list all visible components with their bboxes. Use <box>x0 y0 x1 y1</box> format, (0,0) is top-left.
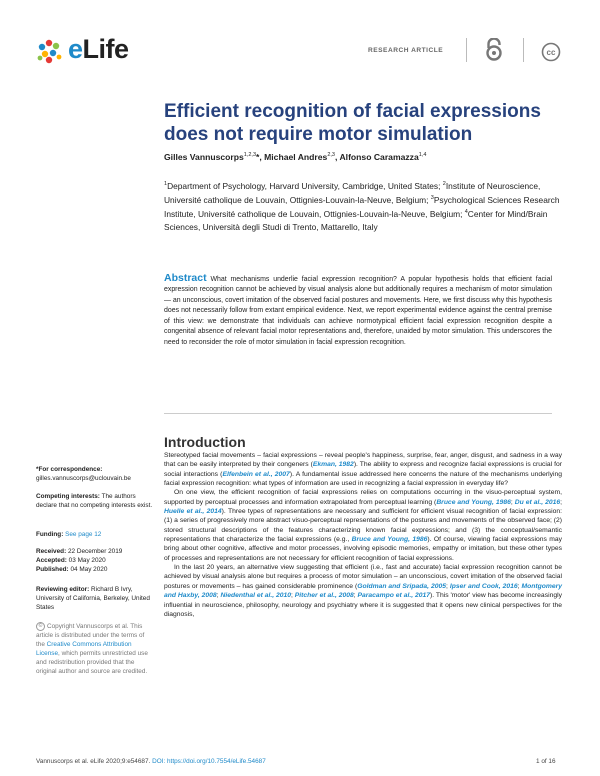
paragraph-text: Stereotyped facial movements – facial expressions – reveal people's happiness, surprise, fear, anger, disgust, and sadness in a way that can be easily interpreted by their congeners ( <box>164 452 562 469</box>
published-label: Published: <box>36 565 69 573</box>
intro-paragraph-1 <box>164 451 562 488</box>
copyright-block <box>36 622 154 677</box>
paragraph-text: ). The ability to express and recognize facial expressions is crucial for social interactions ( <box>164 461 562 478</box>
corresponding-mark: * <box>256 152 260 162</box>
paragraph-text: ; <box>446 582 450 590</box>
citation-footer <box>36 758 266 765</box>
paragraph-text: On one view, the efficient recognition of facial expressions relies on computations occurring in the visuo-perceptual system, supported by perceptual processes and information extrapolated from perceptual learning ( <box>164 489 562 506</box>
author-affiliation-marker: 2,3 <box>327 152 335 159</box>
correspondence-email[interactable]: gilles.vannuscorps@uclouvain.be <box>36 474 131 482</box>
article-title: Efficient recognition of facial expressions does not require motor simulation <box>164 101 541 145</box>
author-affiliation-marker: 1,4 <box>418 152 427 159</box>
cc-label: cc <box>546 48 556 57</box>
published-date: 04 May 2020 <box>68 565 108 573</box>
elife-logo-icon <box>34 36 68 68</box>
affiliation-number: 1 <box>164 181 168 187</box>
paragraph-text: ; <box>291 592 295 600</box>
page-number: 1 of 16 <box>536 758 556 765</box>
affiliation-text: Institute of Neuroscience, Université catholique de Louvain, Ottignies-Louvain-la-Neuve, Belgium; <box>164 180 541 205</box>
article-type-label: RESEARCH ARTICLE <box>368 47 444 54</box>
citation-link[interactable]: Huelle et al., 2014 <box>164 508 222 516</box>
paragraph-text: ; <box>510 498 515 506</box>
intro-paragraph-3 <box>164 563 562 619</box>
correspondence-label: *For correspondence: <box>36 466 103 473</box>
elife-wordmark-e: e <box>68 34 83 64</box>
funding <box>36 531 154 540</box>
citation-text: Vannuscorps et al. eLife 2020;9:e54687. <box>36 758 153 765</box>
introduction-body <box>164 451 562 619</box>
doi-link[interactable]: DOI: https://doi.org/10.7554/eLife.54687 <box>152 758 266 765</box>
intro-paragraph-2 <box>164 488 562 563</box>
paragraph-text: ). A fundamental issue addressed here concerns the nature of the mechanisms underlying facial expression recognition: what types of information are used in recognizing a facial expression in everyday life? <box>164 470 563 488</box>
paragraph-text: In the last 20 years, an alternative view suggesting that efficient (i.e., fast and accurate) facial expression recognition cannot be achieved by visual analysis alone but requires a process of motor simulation – an unconscious, covert imitation of the observed facial postures or movements – has gained considerable prominence ( <box>164 564 562 590</box>
author-name: Alfonso Caramazza <box>339 152 419 162</box>
reviewing-editor <box>36 586 154 613</box>
competing-text: The authors declare that no competing interests exist. <box>36 493 153 509</box>
paragraph-text: ; <box>560 498 562 506</box>
accepted-label: Accepted: <box>36 556 67 564</box>
reviewing-text: Richard B Ivry, University of California, Berkeley, United States <box>36 586 150 611</box>
affiliation-text: Center for Mind/Brain Sciences, Università degli Studi di Trento, Mattarello, Italy <box>164 209 548 232</box>
paragraph-text: ; <box>216 592 221 600</box>
affiliation-number: 2 <box>442 181 446 187</box>
copyright-icon: © <box>36 622 45 631</box>
open-access-icon <box>484 38 504 62</box>
author-name: Michael Andres <box>264 152 328 162</box>
competing-label: Competing interests: <box>36 493 100 500</box>
header-divider <box>466 38 467 62</box>
funding-label: Funding: <box>36 531 64 538</box>
dates-block <box>36 548 154 575</box>
elife-wordmark <box>68 34 129 65</box>
accepted-date: 03 May 2020 <box>66 556 106 564</box>
received-label: Received: <box>36 548 67 555</box>
citation-link[interactable]: Ekman, 1982 <box>312 461 354 469</box>
citation-link[interactable]: Bruce and Young, 1986 <box>436 498 511 506</box>
citation-link[interactable]: Paracampo et al., 2017 <box>357 592 430 600</box>
paragraph-text: ). This 'motor' view has become increasingly influential in neuroscience, philosophy, neurology and psychiatry where it is suggested that it opens new clinical perspectives for the diagnosis, <box>164 592 562 618</box>
affiliation-number: 3 <box>430 195 434 202</box>
received-date: 22 December 2019 <box>66 548 123 555</box>
abstract-text: What mechanisms underlie facial expression recognition? A popular hypothesis holds that efficient facial expression recognition cannot be achieved by visual analysis alone but additionally requires a mechanism of motor simulation — an unconscious, covert imitation of the observed facial postures and movements. Here, we first discuss why this hypothesis does not necessarily follow from extant empirical evidence. Next, we report experimental evidence against the central premise of this view: we demonstrate that individuals can achieve normotypical efficient facial expression recognition despite a congenital absence of relevant facial motor representations and, therefore, unaided by motor simulation. This underscores the need to reconsider the role of motor simulation in facial expression recognition. <box>164 276 552 346</box>
copyright-text-2: , which permits unrestricted use and redistribution provided that the original author and source are credited. <box>36 649 148 675</box>
competing-interests <box>36 493 154 511</box>
abstract-heading: Abstract <box>164 272 207 284</box>
affiliation-number: 4 <box>464 209 468 216</box>
citation-link[interactable]: Goldman and Sripada, 2005 <box>357 582 446 590</box>
affiliation-text: Department of Psychology, Harvard University, Cambridge, United States; <box>167 180 443 191</box>
citation-link[interactable]: Du et al., 2016 <box>514 498 561 506</box>
paragraph-text: ; <box>517 582 522 590</box>
citation-link[interactable]: Pitcher et al., 2008 <box>294 592 354 600</box>
author-list: Gilles Vannuscorps$^{1,2,3}$*, Michael Andres$^{2,3}$, Alfonso Caramazza$^{1,4}$ <box>164 152 427 162</box>
creative-commons-icon <box>541 42 561 62</box>
paragraph-text: ). Of course, viewing facial expressions may bring about other cognitive, affective and motor processes, involving episodic memories, empathy or imitation, but these other types of processes and representations are not necessary for efficient recognition of facial expressions. <box>164 536 562 562</box>
abstract-divider <box>164 413 552 414</box>
header-divider-2 <box>523 38 524 62</box>
citation-link[interactable]: Niedenthal et al., 2010 <box>220 592 292 600</box>
affiliations <box>164 178 564 233</box>
license-link[interactable]: Creative Commons Attribution License <box>36 641 132 657</box>
elife-wordmark-life: Life <box>82 34 129 64</box>
affiliation-text: Psychological Sciences Research Institute, Université catholique de Louvain, Ottignies-Louvain-la-Neuve, Belgium; <box>164 195 560 220</box>
funding-link[interactable]: See page 12 <box>63 531 102 538</box>
copyright-text-1: Copyright Vannuscorps et al. This article is distributed under the terms of the <box>36 623 145 648</box>
reviewing-label: Reviewing editor: <box>36 586 90 593</box>
introduction-heading: Introduction <box>164 434 246 450</box>
author-affiliation-marker: 1,2,3 <box>243 152 256 159</box>
author-name: Gilles Vannuscorps <box>164 152 244 162</box>
citation-link[interactable]: Ipser and Cook, 2016 <box>449 582 518 590</box>
correspondence-block <box>36 466 154 484</box>
citation-link[interactable]: Bruce and Young, 1986 <box>351 536 428 544</box>
paragraph-text: ; <box>353 592 358 600</box>
citation-link[interactable]: Montgomery and Haxby, 2008 <box>164 582 562 600</box>
citation-link[interactable]: Elfenbein et al., 2007 <box>222 470 290 478</box>
abstract <box>164 273 552 348</box>
paragraph-text: ). Three types of representations are necessary and sufficient for efficient visual recognition of facial expression: (1) a series of progressively more abstract visuo-perceptual representations of the postures and movements of the observed face; (2) stored structural descriptions of the features characterizing known facial expressions; and (3) the conceptual/semantic representations that characterize the facial expressions (e.g., <box>164 508 562 544</box>
